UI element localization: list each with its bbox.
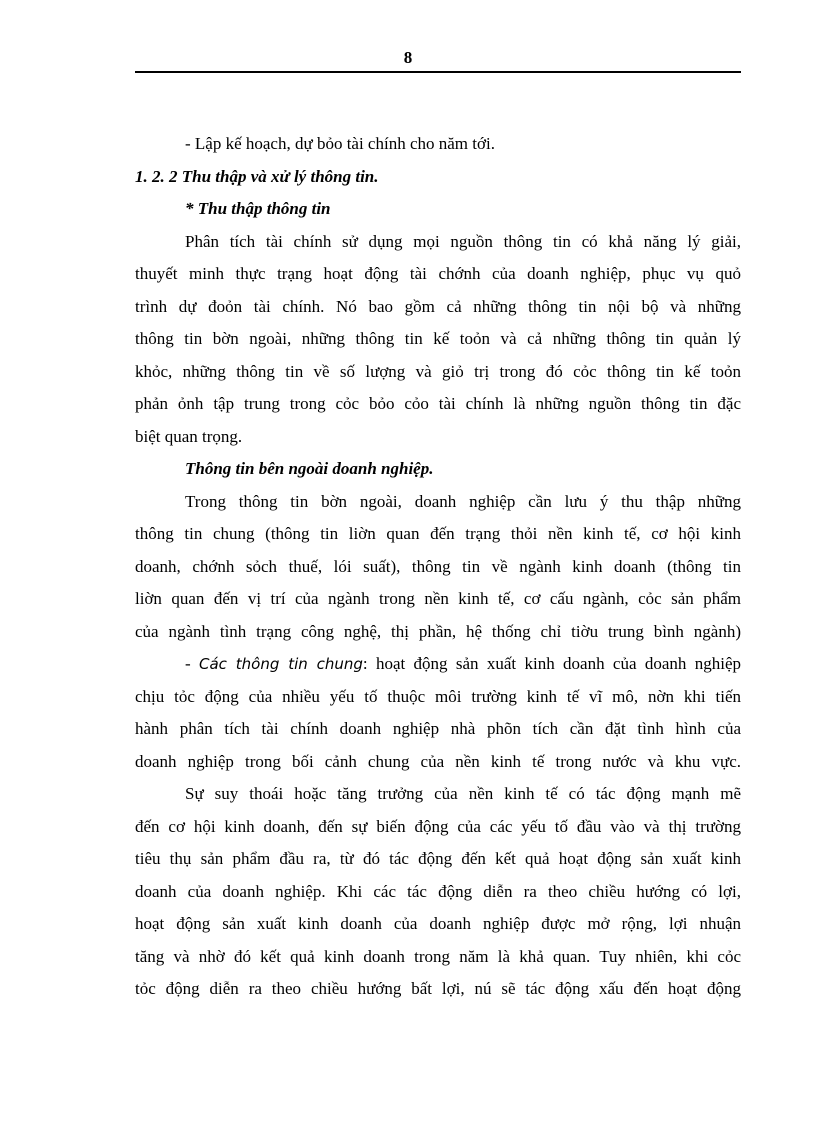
text-line: đến cơ hội kinh doanh, đến sự biến động của các yếu tố đầu vào và thị trường <box>135 816 741 836</box>
text-line <box>135 648 741 681</box>
text-line: tăng và nhờ đó kết quả kinh doanh trong năm là khả quan. Tuy nhiên, khi cỏc <box>135 946 741 966</box>
text-line: hành phân tích tài chính doanh nghiệp nhà phõn tích cần đặt tình hình của <box>135 719 741 738</box>
text-line: khỏc, những thông tin về số lượng và giỏ trị trong đó cỏc thông tin kế toỏn <box>135 361 741 381</box>
text-line: doanh nghiệp trong bối cảnh chung của nền kinh tế trong nước và khu vực. <box>135 751 741 771</box>
text-line: liờn quan đến vị trí của ngành trong nền kinh tế, cơ cấu ngành, cỏc sản phẩm <box>135 589 741 608</box>
text-line: doanh của doanh nghiệp. Khi các tác động diễn ra theo chiều hướng có lợi, <box>135 881 741 901</box>
text-line: doanh, chớnh sỏch thuế, lói suất), thông tin về ngành kinh doanh (thông tin <box>135 556 741 576</box>
line-rest: : hoạt động sản xuất kinh doanh của doanh nghiệp <box>362 654 741 673</box>
section-heading: 1. 2. 2 Thu thập và xử lý thông tin. <box>135 166 379 186</box>
text-line: - Lập kế hoạch, dự bỏo tài chính cho năm tới. <box>185 134 495 153</box>
text-line: chịu tỏc động của nhiều yếu tố thuộc môi trường kinh tế vĩ mô, nờn khi tiến <box>135 686 741 706</box>
body-text <box>135 128 741 1006</box>
page-number: 8 <box>403 48 413 67</box>
italic-term: Các thông tin chung <box>199 655 363 673</box>
subsection-heading: Thông tin bên ngoài doanh nghiệp. <box>185 459 434 478</box>
subsection-heading: * Thu thập thông tin <box>185 199 331 218</box>
line-prefix: - <box>185 654 199 673</box>
text-line: thuyết minh thực trạng hoạt động tài chớnh của doanh nghiệp, phục vụ quỏ <box>135 264 741 283</box>
text-line: của ngành tình trạng công nghệ, thị phần, hệ thống chỉ tiờu trung bình ngành) <box>135 621 741 641</box>
text-line: biệt quan trọng. <box>135 426 243 446</box>
text-line: hoạt động sản xuất kinh doanh của doanh nghiệp được mở rộng, lợi nhuận <box>135 914 741 933</box>
text-line: tiêu thụ sản phẩm đầu ra, từ đó tác động đến kết quả hoạt động sản xuất kinh <box>135 849 741 868</box>
text-line: trình dự đoỏn tài chính. Nó bao gồm cả những thông tin nội bộ và những <box>135 296 741 316</box>
text-line: phản ỏnh tập trung trong cỏc bỏo cỏo tài chính là những nguồn thông tin đặc <box>135 394 741 413</box>
text-line: tỏc động diễn ra theo chiều hướng bất lợi, nú sẽ tác động xấu đến hoạt động <box>135 979 741 998</box>
text-line: Trong thông tin bờn ngoài, doanh nghiệp cần lưu ý thu thập những <box>185 491 741 511</box>
header-rule <box>135 71 741 73</box>
text-line: thông tin bờn ngoài, những thông tin kế toỏn và cả những thông tin quản lý <box>135 329 741 348</box>
text-line: Sự suy thoái hoặc tăng trưởng của nền kinh tế có tác động mạnh mẽ <box>185 784 741 803</box>
text-line: thông tin chung (thông tin liờn quan đến trạng thỏi nền kinh tế, cơ hội kinh <box>135 524 741 543</box>
text-line: Phân tích tài chính sử dụng mọi nguồn thông tin có khả năng lý giải, <box>185 231 741 251</box>
